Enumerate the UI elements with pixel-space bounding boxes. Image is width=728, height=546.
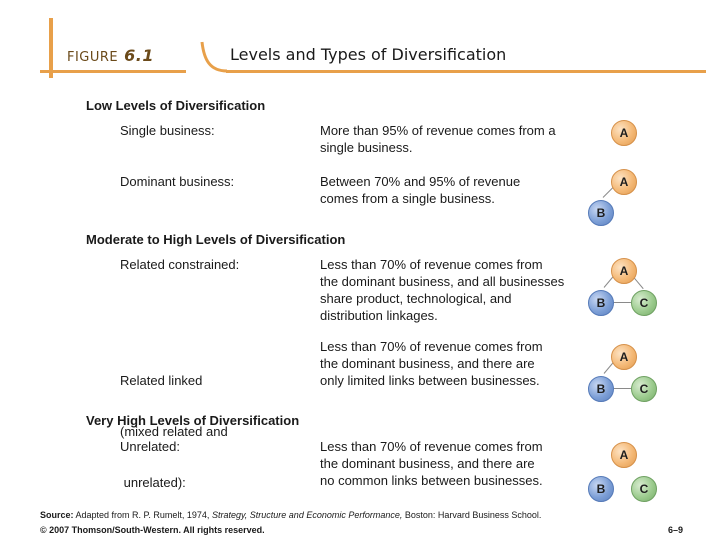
label-line: Related linked — [120, 373, 203, 388]
page-number: 6–9 — [668, 525, 684, 535]
figure-number: 6.1 — [124, 46, 154, 65]
header-accent-horizontal — [40, 70, 186, 73]
header-accent-curve — [200, 40, 230, 74]
node-a: A — [611, 344, 637, 370]
section-heading-low: Low Levels of Diversification — [86, 98, 266, 113]
row-desc-related-constrained — [320, 256, 564, 324]
node-c: C — [631, 476, 657, 502]
node-b: B — [588, 376, 614, 402]
desc-line: no common links between businesses. — [320, 473, 543, 488]
label-line: (mixed related and — [120, 424, 228, 439]
row-label-related-linked — [120, 338, 228, 508]
row-label-single-business: Single business: — [120, 123, 215, 138]
row-label-related-constrained: Related constrained: — [120, 257, 240, 272]
row-desc-single-business — [320, 122, 556, 156]
source-note — [40, 510, 541, 520]
source-text: Adapted from R. P. Rumelt, 1974, — [73, 510, 212, 520]
source-prefix: Source: — [40, 510, 74, 520]
row-desc-unrelated — [320, 438, 543, 489]
node-b: B — [588, 200, 614, 226]
figure-label-text: FIGURE — [67, 50, 119, 65]
desc-line: share product, technological, and — [320, 291, 512, 306]
desc-line: the dominant business, and there are — [320, 356, 535, 371]
desc-line: More than 95% of revenue comes from a — [320, 123, 556, 138]
desc-line: the dominant business, and all businesses — [320, 274, 565, 289]
connector-line — [613, 302, 631, 303]
source-title: Strategy, Structure and Economic Performance, — [211, 510, 403, 520]
row-label-dominant-business: Dominant business: — [120, 174, 235, 189]
desc-line: single business. — [320, 140, 413, 155]
node-a: A — [611, 442, 637, 468]
node-c: C — [631, 376, 657, 402]
label-line: unrelated): — [120, 475, 186, 490]
row-desc-related-linked — [320, 338, 543, 389]
node-b: B — [588, 290, 614, 316]
page-title: Levels and Types of Diversification — [230, 45, 507, 64]
section-heading-very-high: Very High Levels of Diversification — [86, 413, 300, 428]
header-accent-vertical — [49, 18, 53, 78]
desc-line: Less than 70% of revenue comes from — [320, 339, 543, 354]
row-desc-dominant-business — [320, 173, 520, 207]
section-heading-moderate: Moderate to High Levels of Diversification — [86, 232, 346, 247]
node-c: C — [631, 290, 657, 316]
row-label-unrelated: Unrelated: — [120, 439, 180, 454]
header-accent-line — [226, 70, 706, 73]
connector-line — [613, 388, 631, 389]
desc-line: Less than 70% of revenue comes from — [320, 257, 543, 272]
copyright: © 2007 Thomson/South-Western. All rights reserved. — [40, 525, 265, 535]
source-rest: Boston: Harvard Business School. — [402, 510, 542, 520]
desc-line: comes from a single business. — [320, 191, 495, 206]
desc-line: the dominant business, and there are — [320, 456, 535, 471]
node-a: A — [611, 169, 637, 195]
desc-line: distribution linkages. — [320, 308, 438, 323]
desc-line: Less than 70% of revenue comes from — [320, 439, 543, 454]
figure-label — [67, 46, 154, 65]
node-b: B — [588, 476, 614, 502]
node-a: A — [611, 120, 637, 146]
node-a: A — [611, 258, 637, 284]
desc-line: Between 70% and 95% of revenue — [320, 174, 521, 189]
desc-line: only limited links between businesses. — [320, 373, 540, 388]
